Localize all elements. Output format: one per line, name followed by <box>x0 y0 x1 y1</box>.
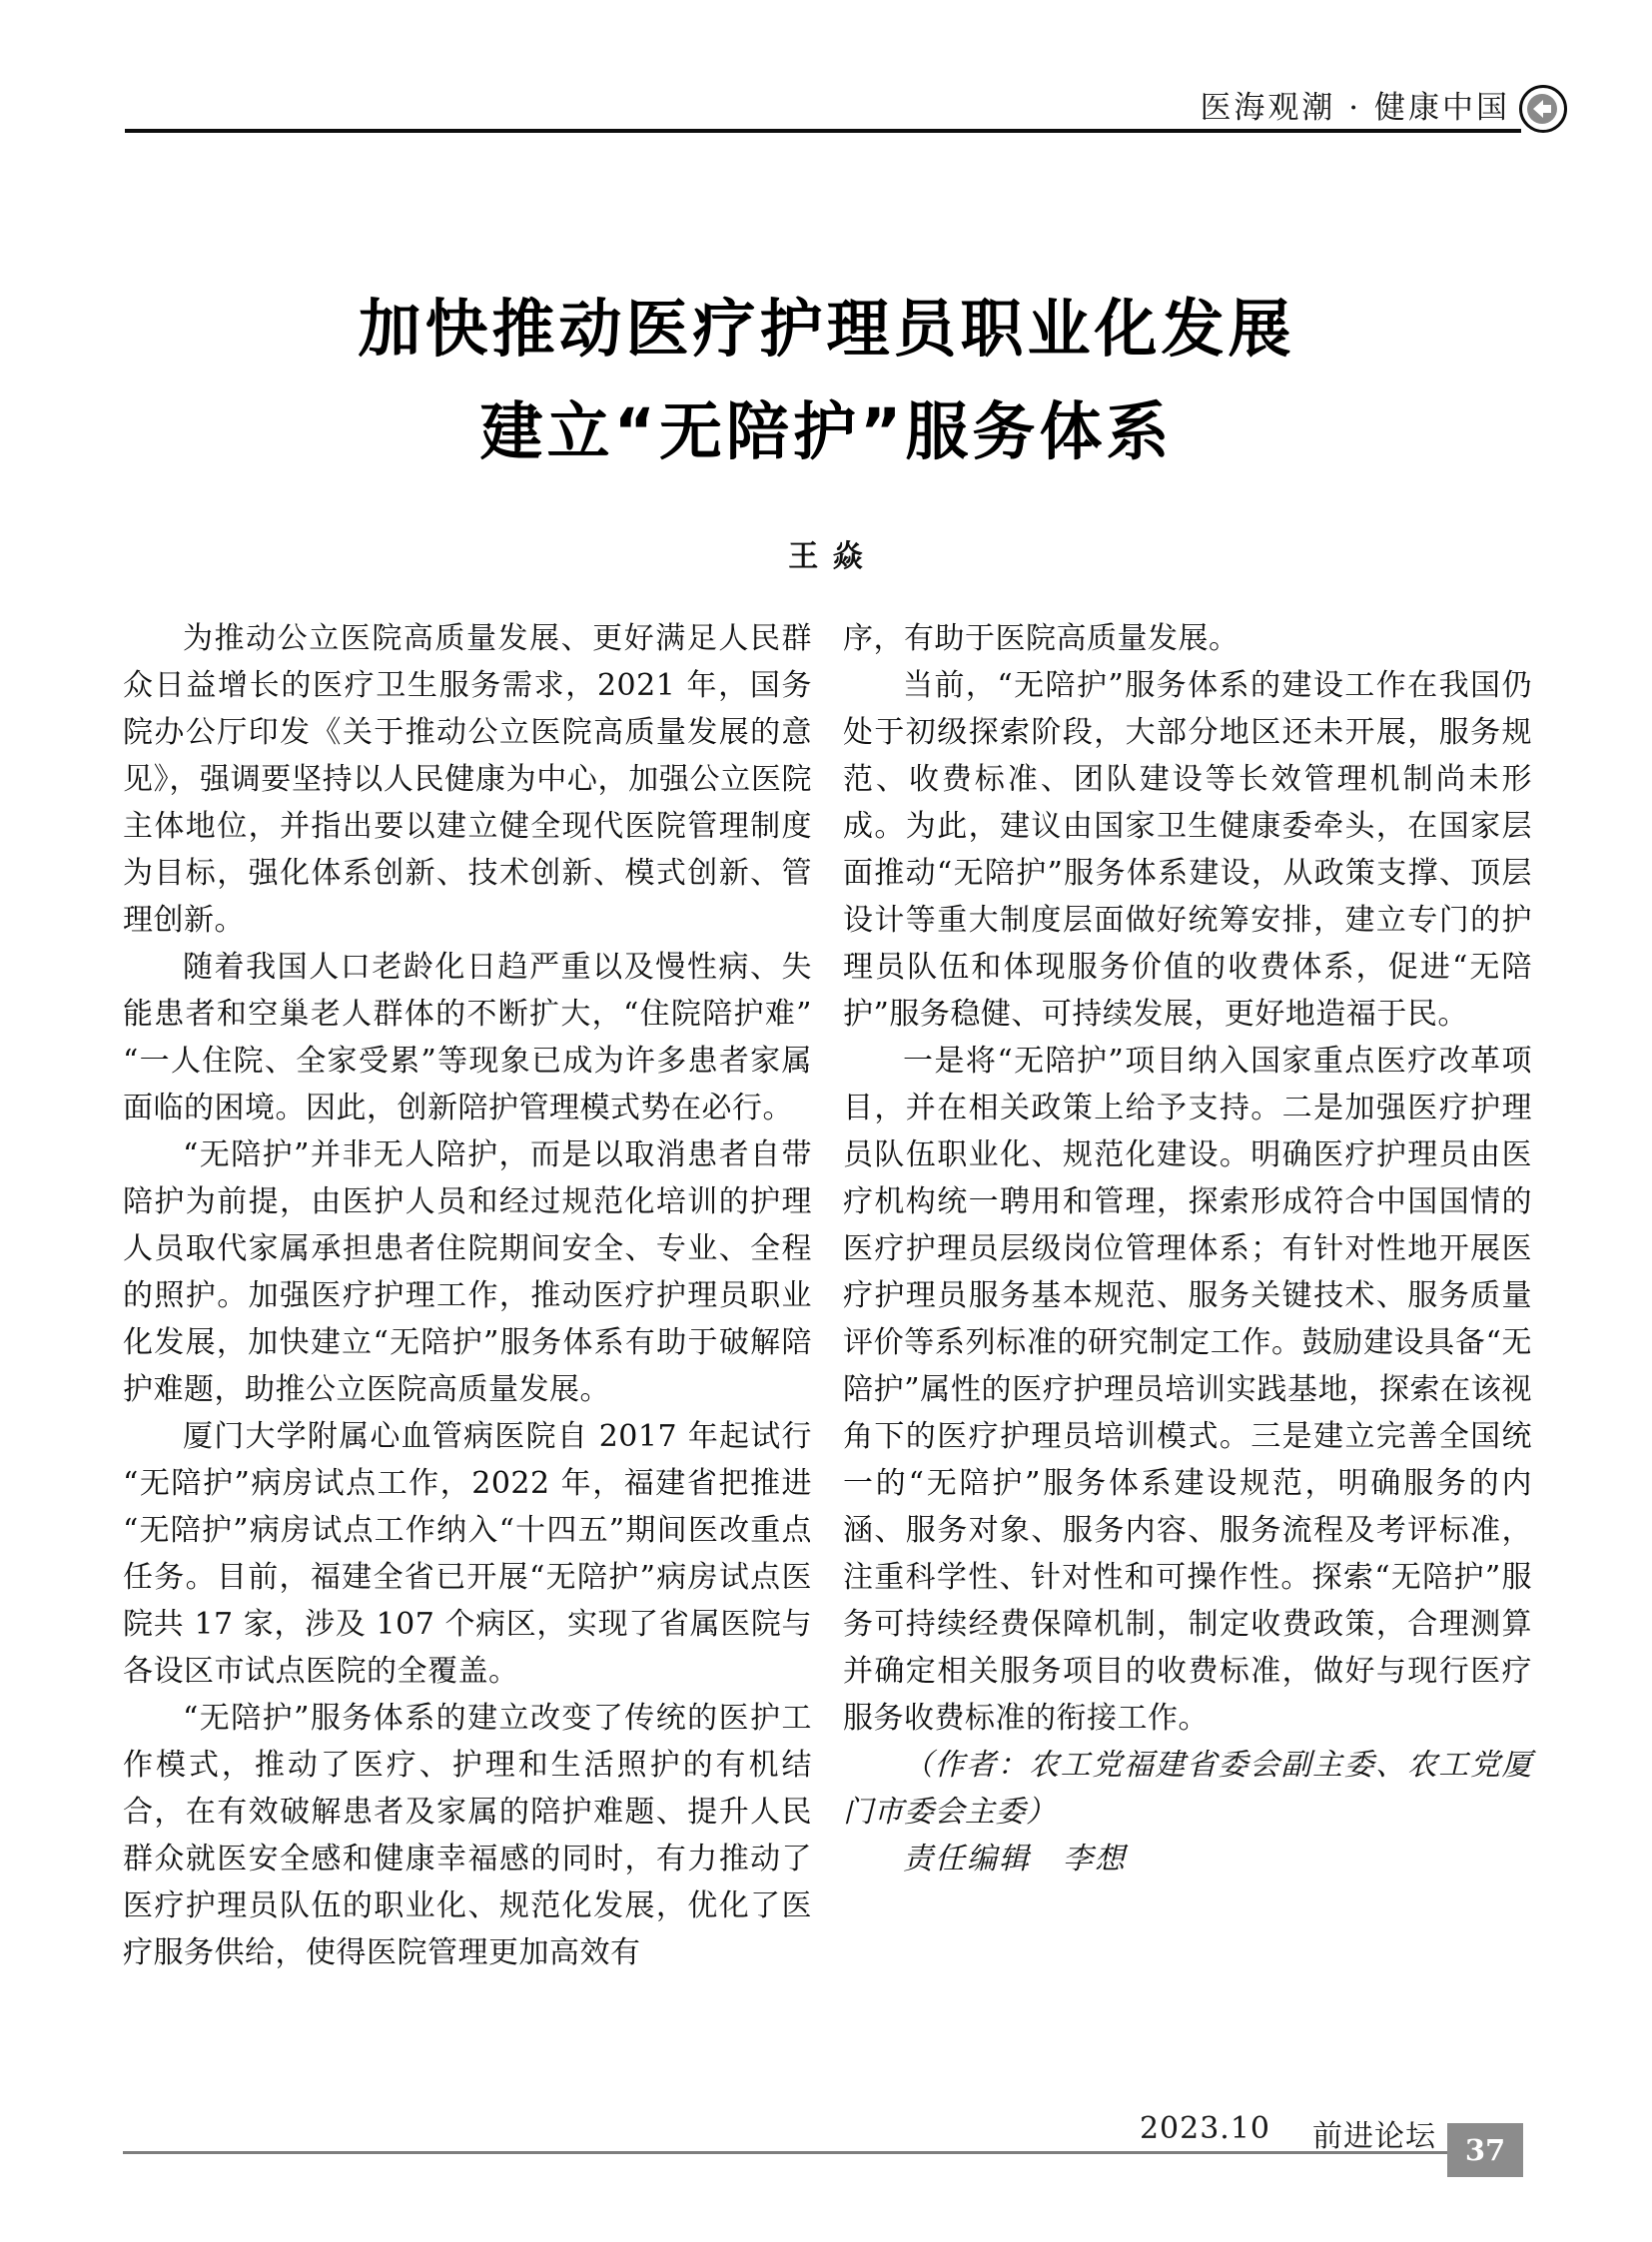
paragraph: “无陪护”服务体系的建立改变了传统的医护工作模式，推动了医疗、护理和生活照护的有机结合，在有效破解患者及家属的陪护难题、提升人民群众就医安全感和健康幸福感的同时，有力推动了医疗护理员队伍的职业化、规范化发展，优化了医疗服务供给，使得医院管理更加高效有 <box>123 1701 812 1970</box>
article-title-line2: 建立“无陪护”服务体系 <box>479 395 1174 468</box>
header-section-label: 医海观潮 · 健康中国 <box>1200 90 1510 126</box>
paragraph: 当前，“无陪护”服务体系的建设工作在我国仍处于初级探索阶段，大部分地区还未开展，服务规范、收费标准、团队建设等长效管理机制尚未形成。为此，建议由国家卫生健康委牵头，在国家层面推动“无陪护”服务体系建设，从政策支撑、顶层设计等重大制度层面做好统筹安排，建立专门的护理员队伍和体现服务价值的收费体系，促进“无陪护”服务稳健、可持续发展，更好地造福于民。 <box>843 668 1532 1032</box>
body-column-left <box>123 615 812 1976</box>
article-title <box>123 278 1530 483</box>
author-note: （作者：农工党福建省委会副主委、农工党厦门市委会主委） <box>843 1748 1532 1830</box>
paragraph: 随着我国人口老龄化日趋严重以及慢性病、失能患者和空巢老人群体的不断扩大，“住院陪护难”“一人住院、全家受累”等现象已成为许多患者家属面临的困境。因此，创新陪护管理模式势在必行。 <box>123 950 812 1125</box>
footer-journal-info <box>123 2111 1436 2155</box>
footer-journal-name: 前进论坛 <box>1312 2119 1436 2154</box>
paragraph: 序，有助于医院高质量发展。 <box>843 621 1239 656</box>
page-number: 37 <box>1464 2133 1506 2167</box>
back-arrow-icon <box>1517 84 1569 136</box>
footer-issue: 2023.10 <box>1139 2111 1270 2146</box>
article-title-line1: 加快推动医疗护理员职业化发展 <box>358 293 1295 366</box>
article-author: 王 焱 <box>788 539 865 574</box>
editor-credit: 责任编辑 李想 <box>903 1842 1127 1876</box>
paragraph: “无陪护”并非无人陪护，而是以取消患者自带陪护为前提，由医护人员和经过规范化培训的护理人员取代家属承担患者住院期间安全、专业、全程的照护。加强医疗护理工作，推动医疗护理员职业化发展，加快建立“无陪护”服务体系有助于破解陪护难题，助推公立医院高质量发展。 <box>123 1137 812 1407</box>
body-column-right-paragraphs <box>843 615 1532 1742</box>
body-column-right <box>843 615 1532 1882</box>
paragraph: 厦门大学附属心血管病医院自 2017 年起试行“无陪护”病房试点工作，2022 年，福建省把推进“无陪护”病房试点工作纳入“十四五”期间医改重点任务。目前，福建全省已开展“无陪护”病房试点医院共 17 家，涉及 107 个病区，实现了省属医院与各设区市试点医院的全覆盖。 <box>123 1419 812 1689</box>
paragraph: 为推动公立医院高质量发展、更好满足人民群众日益增长的医疗卫生服务需求，2021 年，国务院办公厅印发《关于推动公立医院高质量发展的意见》，强调要坚持以人民健康为中心，加强公立医院主体地位，并指出要以建立健全现代医院管理制度为目标，强化体系创新、技术创新、模式创新、管理创新。 <box>123 621 812 938</box>
header-rule <box>125 129 1521 133</box>
page-number-badge <box>1447 2123 1523 2177</box>
paragraph: 一是将“无陪护”项目纳入国家重点医疗改革项目，并在相关政策上给予支持。二是加强医疗护理员队伍职业化、规范化建设。明确医疗护理员由医疗机构统一聘用和管理，探索形成符合中国国情的医疗护理员层级岗位管理体系；有针对性地开展医疗护理员服务基本规范、服务关键技术、服务质量评价等系列标准的研究制定工作。鼓励建设具备“无陪护”属性的医疗护理员培训实践基地，探索在该视角下的医疗护理员培训模式。三是建立完善全国统一的“无陪护”服务体系建设规范，明确服务的内涵、服务对象、服务内容、服务流程及考评标准，注重科学性、针对性和可操作性。探索“无陪护”服务可持续经费保障机制，制定收费政策，合理测算并确定相关服务项目的收费标准，做好与现行医疗服务收费标准的衔接工作。 <box>843 1044 1532 1736</box>
